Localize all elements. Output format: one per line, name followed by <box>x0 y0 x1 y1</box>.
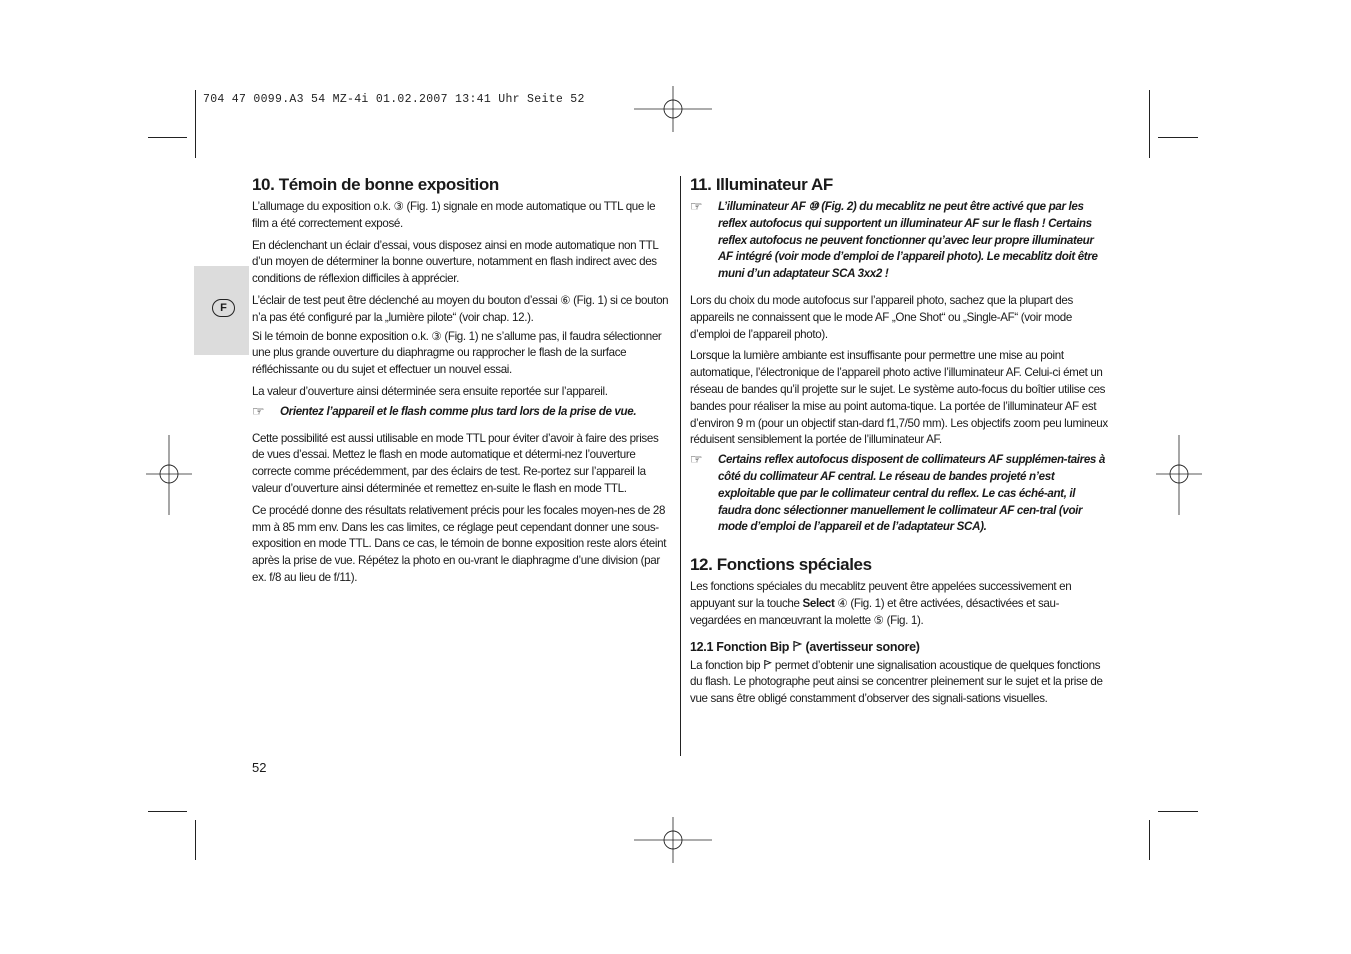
note-text: L’illuminateur AF ⑩ (Fig. 2) du mecablitz ne peut être activé que par les reflex autofocus qui supportent un illuminateur AF sur le flash ! Certains reflex autofocus ne peuvent fonctionner qu’avec leur propre illuminateur AF intégré (voir mode d’emploi de l’appareil photo). Le mecablitz doit être muni d’un adaptateur SCA 3xx2 ! <box>718 200 1098 281</box>
heading-text: 12.1 Fonction Bip <box>690 639 790 654</box>
text-run: ④ (Fig. 1) et être activées, désactivées et sau-vegardées en manœuvrant la molette ⑤ (Fig. 1). <box>690 596 1060 627</box>
pointing-hand-icon: ☞ <box>252 402 265 419</box>
language-badge: F <box>212 299 235 317</box>
note-text: Orientez l’appareil et le flash comme plus tard lors de la prise de vue. <box>280 404 637 418</box>
page-number: 52 <box>252 760 267 775</box>
crop-mark <box>195 820 196 860</box>
paragraph <box>690 579 1110 629</box>
registration-mark-bottom <box>632 817 714 863</box>
print-header: 704 47 0099.A3 54 MZ-4i 01.02.2007 13:41 Uhr Seite 52 <box>203 93 585 106</box>
paragraph: Cette possibilité est aussi utilisable en mode TTL pour éviter d’avoir à faire des prises de vues d’essai. Mettez le flash en mode automatique et détermi-nez l’ouverture correcte comme précédemment, par des éclairs de test. Re-portez sur l’appareil la valeur d’ouverture ainsi déterminée et remettez en-suite le flash en mode TTL. <box>252 431 659 495</box>
registration-mark-right <box>1156 435 1202 515</box>
section-11-heading: 11. Illuminateur AF <box>690 175 833 194</box>
crop-mark <box>148 137 187 138</box>
heading-text: (avertisseur sonore) <box>805 639 920 654</box>
flag-icon <box>792 640 802 652</box>
column-divider <box>680 176 681 756</box>
text-run: permet d’obtenir une signalisation acoustique de quelques fonctions du flash. Le photographe peut ainsi se concentrer pleinement sur le sujet et la prise de vue sans être obligé constamment d’observer des signali-sations visuelles. <box>690 658 1103 706</box>
crop-mark <box>148 811 187 812</box>
note-text: Certains reflex autofocus disposent de collimateurs AF supplémen-taires à côté du collimateur AF central. Le réseau de bandes projeté n’est exploitable que par le collimateur central du reflex. Le cas éché-ant, il faudra donc sélectionner manuellement le collimateur AF cen-tral (voir mode d’emploi de l’appareil et de l’adaptateur SCA). <box>718 453 1105 534</box>
note-block <box>690 452 1110 536</box>
note-block <box>252 404 672 421</box>
paragraph: Si le témoin de bonne exposition o.k. ③ (Fig. 1) ne s’allume pas, il faudra sélectionner une plus grande ouverture du diaphragme ou rapprocher le flash de la surface réfléchissante ou du sujet et effectuer un nouvel essai. <box>252 329 662 377</box>
crop-mark <box>1158 137 1198 138</box>
language-tab <box>194 266 249 355</box>
pointing-hand-icon: ☞ <box>690 451 703 468</box>
section-12-1-heading <box>690 638 1110 656</box>
crop-mark <box>195 90 196 158</box>
paragraph: L’allumage du exposition o.k. ③ (Fig. 1) signale en mode automatique ou TTL que le film a été correctement exposé. <box>252 200 656 230</box>
paragraph: Ce procédé donne des résultats relativement précis pour les focales moyen-nes de 28 mm à 85 mm env. Dans les cas limites, ce réglage peut cependant donner une sous-exposition en mode TTL. Dans ce cas, le témoin de bonne exposition reste alors éteint après la prise de vue. Répétez la photo en ou-vrant le diaphragme d’une division (par ex. f/8 au lieu de f/11). <box>252 503 667 584</box>
paragraph: Lorsque la lumière ambiante est insuffisante pour permettre une mise au point automatique, l’électronique de l’appareil photo active l’illuminateur AF. Celui-ci émet un réseau de bandes qu’il projette sur le sujet. Le système auto-focus du boîtier utilise ces bandes pour réaliser la mise au point automa-tique. La portée de l’illuminateur AF est d’environ 9 m (pour un objectif stan-dard f1,7/50 mm). Les objectifs zoom peu lumineux réduisent sensiblement la portée de l’illuminateur AF. <box>690 349 1108 447</box>
paragraph: En déclenchant un éclair d’essai, vous disposez ainsi en mode automatique non TTL d’un moyen de déterminer la bonne ouverture, notamment en flash indirect avec des conditions de réflexion difficiles à apprécier. <box>252 238 659 286</box>
paragraph: Lors du choix du mode autofocus sur l’appareil photo, sachez que la plupart des appareils ne connaissent que le mode AF „One Shot“ ou „Single-AF“ (voir mode d’emploi de l’appareil photo). <box>690 293 1073 341</box>
section-12-heading: 12. Fonctions spéciales <box>690 555 872 575</box>
text-run: La fonction bip <box>690 658 761 672</box>
select-key-label: Select <box>802 596 835 610</box>
note-block <box>690 199 1110 283</box>
left-column <box>252 174 672 592</box>
paragraph: L’éclair de test peut être déclenché au moyen du bouton d’essai ⑥ (Fig. 1) si ce bouton n’a pas été configuré par la „lumière pilote“ (voir chap. 12.). <box>252 293 669 324</box>
section-10-heading: 10. Témoin de bonne exposition <box>252 175 499 194</box>
crop-mark <box>1149 90 1150 158</box>
registration-mark-top <box>632 86 714 132</box>
right-column <box>690 174 1110 713</box>
flag-icon <box>763 659 772 670</box>
registration-mark-left <box>146 435 192 515</box>
crop-mark <box>1158 811 1198 812</box>
text-run: Les fonctions spéciales du mecablitz peuvent être appelées successivement en appuyant sur la touche <box>690 580 1072 610</box>
pointing-hand-icon: ☞ <box>690 198 703 214</box>
paragraph <box>690 658 1110 708</box>
paragraph: La valeur d’ouverture ainsi déterminée sera ensuite reportée sur l’appareil. <box>252 384 608 398</box>
crop-mark <box>1149 820 1150 860</box>
